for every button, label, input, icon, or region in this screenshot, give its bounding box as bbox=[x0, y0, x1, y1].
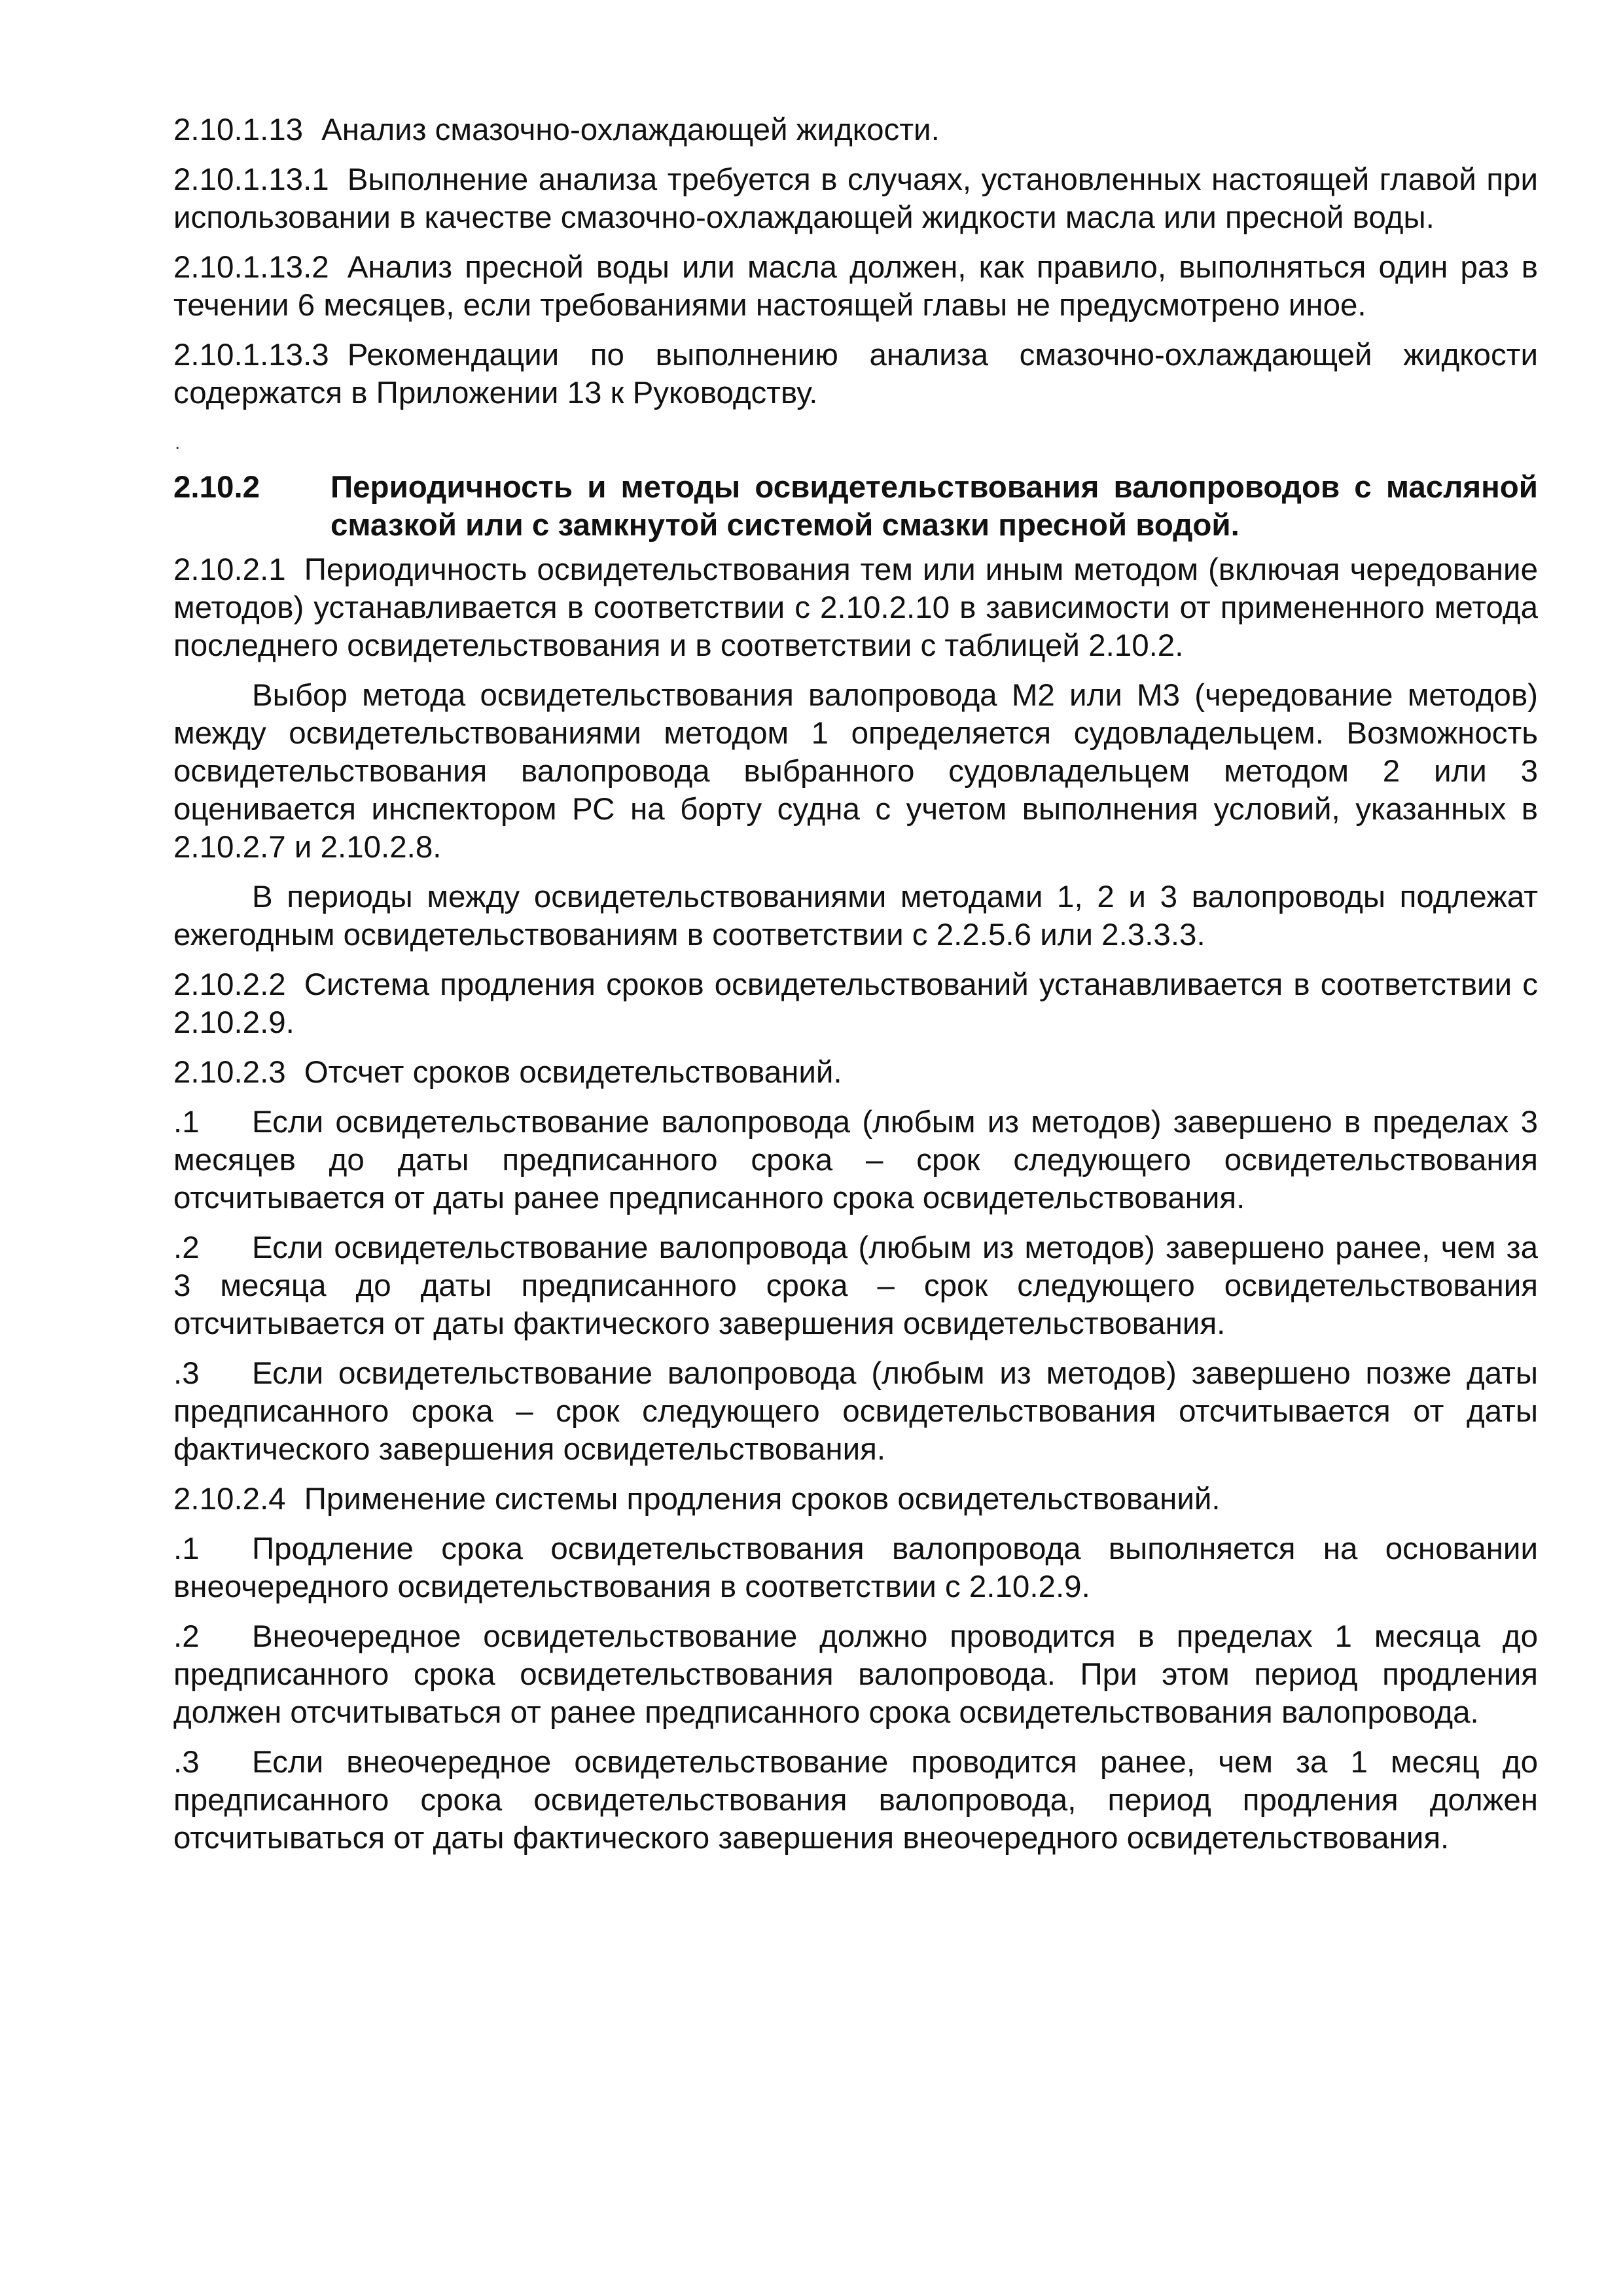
list-item bbox=[173, 1530, 1538, 1606]
list-item bbox=[173, 1744, 1538, 1857]
clause-text: Анализ пресной воды или масла должен, как правило, выполняться один раз в течении 6 месяцев, если требованиями настоящей главы не предусмотрено иное. bbox=[173, 250, 1538, 323]
list-item-text: Если освидетельствование валопровода (любым из методов) завершено в пределах 3 месяцев до даты предписанного срока – срок следующего освидетельствования отсчитывается от даты ранее предписанного срока освидетельствования. bbox=[173, 1105, 1538, 1215]
clause-2-10-2-4 bbox=[173, 1480, 1538, 1518]
list-item-text: Продление срока освидетельствования валопровода выполняется на основании внеочередного освидетельствования в соответствии с 2.10.2.9. bbox=[173, 1532, 1538, 1604]
list-item-number: .2 bbox=[173, 1230, 200, 1265]
clause-number: 2.10.2.2 bbox=[173, 967, 286, 1002]
clause-text: Рекомендации по выполнению анализа смазочно-охлаждающей жидкости содержатся в Приложении 13 к Руководству. bbox=[173, 338, 1538, 410]
list-item-number: .2 bbox=[173, 1619, 200, 1654]
list-item-number: .3 bbox=[173, 1745, 200, 1780]
list-item-number: .1 bbox=[173, 1532, 200, 1566]
clause-2-10-1-13-3 bbox=[173, 336, 1538, 412]
separator-dot: . bbox=[175, 432, 181, 454]
paragraph: Выбор метода освидетельствования валопровода М2 или М3 (чередование методов) между освидетельствованиями методом 1 определяется судовладельцем. Возможность освидетельствования валопровода выбранного судовладельцем методом 2 или 3 оценивается инспектором РС на борту судна с учетом выполнения условий, указанных в 2.10.2.7 и 2.10.2.8. bbox=[173, 678, 1538, 865]
clause-2-10-2-2 bbox=[173, 966, 1538, 1042]
clause-text: Периодичность освидетельствования тем или иным методом (включая чередование методов) устанавливается в соответствии с 2.10.2.10 в зависимости от примененного метода последнего освидетельствования и в соответствии с таблицей 2.10.2. bbox=[173, 552, 1538, 663]
clause-text: Анализ смазочно-охлаждающей жидкости. bbox=[321, 113, 940, 147]
clause-text: Отсчет сроков освидетельствований. bbox=[304, 1055, 842, 1090]
clause-number: 2.10.1.13.1 bbox=[173, 162, 329, 197]
clause-2-10-2-3 bbox=[173, 1054, 1538, 1092]
clause-number: 2.10.1.13.2 bbox=[173, 250, 329, 285]
clause-text: Система продления сроков освидетельствований устанавливается в соответствии с 2.10.2.9. bbox=[173, 967, 1538, 1040]
list-item-number: .1 bbox=[173, 1105, 200, 1139]
section-heading-number: 2.10.2 bbox=[173, 470, 260, 505]
clause-text: Выполнение анализа требуется в случаях, установленных настоящей главой при использовании в качестве смазочно-охлаждающей жидкости масла или пресной воды. bbox=[173, 162, 1538, 235]
section-heading-title: Периодичность и методы освидетельствования валопроводов с масляной смазкой или с замкнутой системой смазки пресной водой. bbox=[330, 470, 1538, 543]
clause-number: 2.10.1.13 bbox=[173, 113, 304, 147]
list-item bbox=[173, 1618, 1538, 1732]
clause-2-10-2-1 bbox=[173, 551, 1538, 665]
list-item-text: Если внеочередное освидетельствование проводится ранее, чем за 1 месяц до предписанного срока освидетельствования валопровода, период продления должен отсчитываться от даты фактического завершения внеочередного освидетельствования. bbox=[173, 1745, 1538, 1856]
clause-number: 2.10.2.1 bbox=[173, 552, 286, 587]
list-item bbox=[173, 1229, 1538, 1343]
clause-number: 2.10.2.4 bbox=[173, 1482, 286, 1516]
clause-2-10-1-13 bbox=[173, 111, 1538, 149]
list-item bbox=[173, 1355, 1538, 1469]
clause-number: 2.10.2.3 bbox=[173, 1055, 286, 1090]
clause-number: 2.10.1.13.3 bbox=[173, 338, 329, 372]
paragraph: В периоды между освидетельствованиями методами 1, 2 и 3 валопроводы подлежат ежегодным освидетельствованиям в соответствии с 2.2.5.6 или 2.3.3.3. bbox=[173, 880, 1538, 952]
list-item-text: Внеочередное освидетельствование должно проводится в пределах 1 месяца до предписанного срока освидетельствования валопровода. При этом период продления должен отсчитываться от ранее предписанного срока освидетельствования валопровода. bbox=[173, 1619, 1538, 1730]
list-item-text: Если освидетельствование валопровода (любым из методов) завершено ранее, чем за 3 месяца до даты предписанного срока – срок следующего освидетельствования отсчитывается от даты фактического завершения освидетельствования. bbox=[173, 1230, 1538, 1341]
clause-text: Применение системы продления сроков освидетельствований. bbox=[304, 1482, 1221, 1516]
list-item-text: Если освидетельствование валопровода (любым из методов) завершено позже даты предписанного срока – срок следующего освидетельствования отсчитывается от даты фактического завершения освидетельствования. bbox=[173, 1356, 1538, 1467]
section-heading bbox=[173, 469, 1538, 545]
clause-2-10-1-13-1 bbox=[173, 161, 1538, 237]
document-body bbox=[173, 111, 1538, 1869]
clause-2-10-1-13-2 bbox=[173, 249, 1538, 325]
list-item bbox=[173, 1103, 1538, 1217]
list-item-number: .3 bbox=[173, 1356, 200, 1391]
